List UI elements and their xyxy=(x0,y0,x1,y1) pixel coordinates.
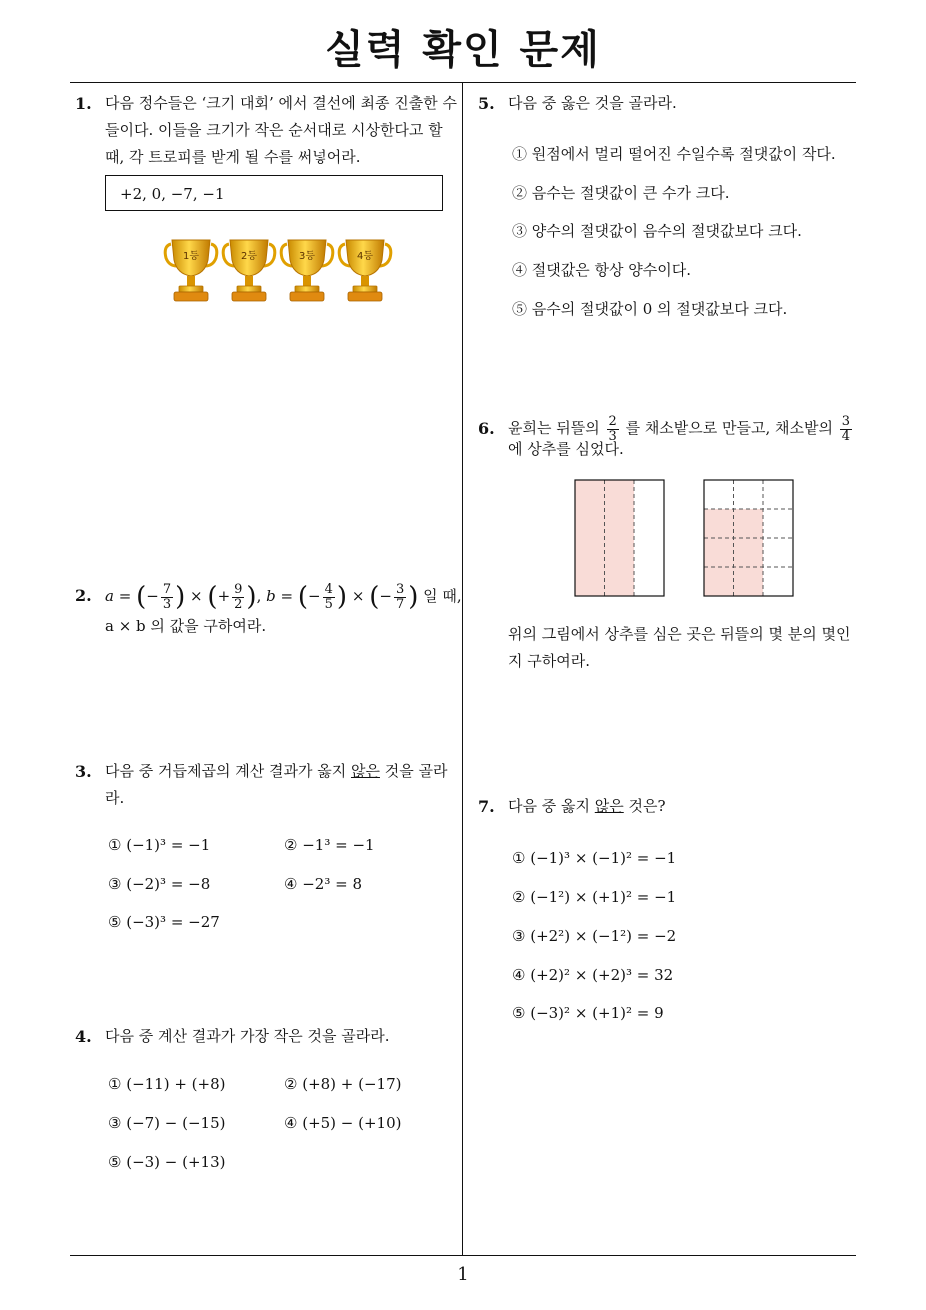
option-5[interactable]: ⑤ (−3) − (+13) xyxy=(108,1153,226,1171)
option-2[interactable]: ② −1³ = −1 xyxy=(284,836,375,854)
fraction: $\frac{9}{2}$ xyxy=(234,581,243,612)
question-text: 위의 그림에서 상추를 심은 곳은 뒤뜰의 몇 분의 몇인지 구하여라. xyxy=(508,625,851,670)
fraction: $\frac{4}{5}$ xyxy=(324,581,333,612)
question-number: 6. xyxy=(478,419,495,438)
question-text: a × b 의 값을 구하여라. xyxy=(105,617,267,635)
option-1[interactable]: ① (−1)³ = −1 xyxy=(108,836,211,854)
question-text: 다음 정수들은 ‘크기 대회’ 에서 결선에 최종 진출한 수들이다. 이들을 크기가 작은 순서대로 시상한다고 할 때, 각 트로피를 받게 될 수를 써넣어라. xyxy=(105,94,457,166)
fraction: $\frac{3}{7}$ xyxy=(395,581,405,612)
option-2[interactable]: ② (−1²) × (+1)² = −1 xyxy=(512,888,677,906)
question-number: 3. xyxy=(75,762,92,781)
garden-right xyxy=(704,480,793,596)
fraction: $\frac{3}{4}$ xyxy=(841,413,851,444)
option-4[interactable]: ④ (+5) − (+10) xyxy=(284,1114,402,1132)
number-box: +2, 0, −7, −1 xyxy=(105,175,443,211)
question-text: 다음 중 옳지 않은 것은? xyxy=(508,797,666,815)
equals-sign: = xyxy=(118,587,132,605)
option-2[interactable]: ② 음수는 절댓값이 큰 수가 크다. xyxy=(512,184,730,202)
option-3[interactable]: ③ 양수의 절댓값이 음수의 절댓값보다 크다. xyxy=(512,222,802,240)
fraction: $\frac{7}{3}$ xyxy=(162,581,172,612)
question-text: 다음 중 거듭제곱의 계산 결과가 옳지 않은 것을 골라라. xyxy=(105,762,448,807)
question-number: 5. xyxy=(478,94,495,113)
fraction: $\frac{2}{3}$ xyxy=(608,413,617,444)
question-number: 4. xyxy=(75,1027,92,1046)
option-4[interactable]: ④ 절댓값은 항상 양수이다. xyxy=(512,261,691,279)
option-4[interactable]: ④ (+2)² × (+2)³ = 32 xyxy=(512,966,674,984)
option-4[interactable]: ④ −2³ = 8 xyxy=(284,875,362,893)
option-5[interactable]: ⑤ 음수의 절댓값이 0 의 절댓값보다 크다. xyxy=(512,300,788,318)
question-expression: a = (− $\frac{7}{3}$ ) × (+ $\frac{9}{2}$ ), b = (− $\frac{4}{5}$ ) × (− $\frac{3}{7}$ ) 일 때, xyxy=(105,581,462,612)
option-3[interactable]: ③ (−7) − (−15) xyxy=(108,1114,226,1132)
option-3[interactable]: ③ (−2)³ = −8 xyxy=(108,875,211,893)
trophy-label: 1등 xyxy=(182,251,200,262)
page-number: 1 xyxy=(457,1264,469,1285)
question-text-cont: 에 상추를 심었다. xyxy=(508,440,624,458)
garden-left xyxy=(575,480,664,596)
question-number: 1. xyxy=(75,94,92,113)
option-1[interactable]: ① 원점에서 멀리 떨어진 수일수록 절댓값이 작다. xyxy=(512,145,836,163)
option-1[interactable]: ① (−1)³ × (−1)² = −1 xyxy=(512,849,677,867)
option-5[interactable]: ⑤ (−3)³ = −27 xyxy=(108,913,220,931)
option-5[interactable]: ⑤ (−3)² × (+1)² = 9 xyxy=(512,1004,664,1022)
question-number: 7. xyxy=(478,797,495,816)
page-title: 실력 확인 문제 xyxy=(325,27,601,73)
var-a: a xyxy=(105,587,114,605)
question-6-ask xyxy=(478,621,858,675)
question-text: 다음 중 옳은 것을 골라라. xyxy=(508,94,677,112)
question-7 xyxy=(478,793,858,820)
option-1[interactable]: ① (−11) + (+8) xyxy=(108,1075,226,1093)
question-text: 다음 중 계산 결과가 가장 작은 것을 골라라. xyxy=(105,1027,390,1045)
option-2[interactable]: ② (+8) + (−17) xyxy=(284,1075,402,1093)
trophy-label: 4등 xyxy=(356,251,374,262)
trophy-label: 3등 xyxy=(298,251,316,262)
question-text: 윤희는 뒤뜰의 $\frac{2}{3}$ 를 채소밭으로 만들고, 채소밭의 $\frac{3}{4}$ xyxy=(508,413,851,444)
option-3[interactable]: ③ (+2²) × (−1²) = −2 xyxy=(512,927,677,945)
var-b: b xyxy=(266,587,276,605)
trophy-label: 2등 xyxy=(240,251,258,262)
question-number: 2. xyxy=(75,586,92,605)
